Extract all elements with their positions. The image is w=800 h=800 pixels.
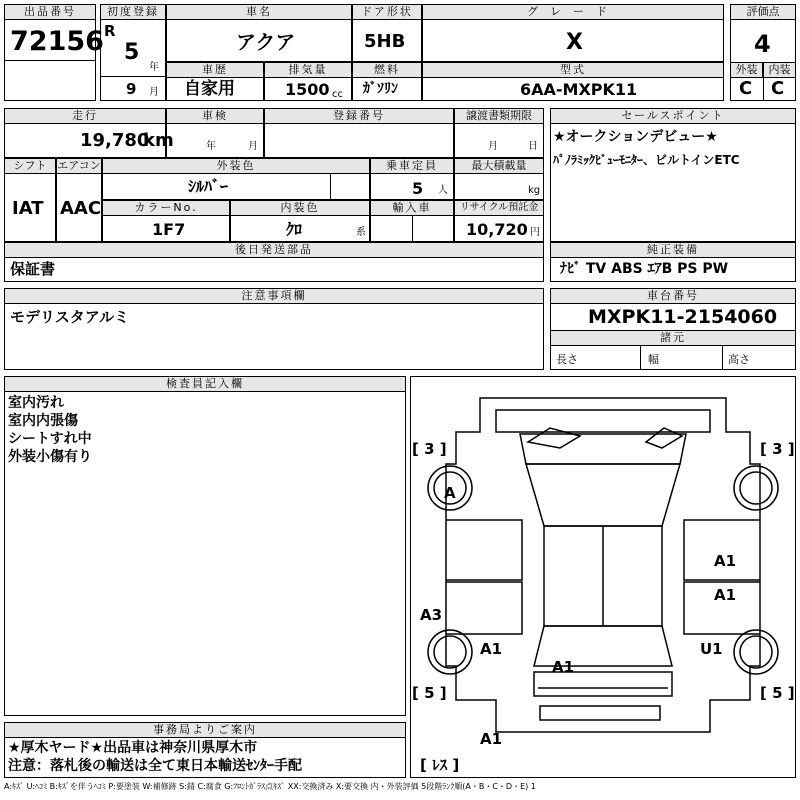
- mileage-unit: km: [143, 130, 174, 151]
- maxload-header: 最大積載量: [454, 158, 544, 174]
- spare-tire: [ ﾚｽ ]: [420, 756, 460, 774]
- grade: X: [566, 30, 583, 55]
- recycle-unit: 円: [530, 227, 540, 238]
- insp-year-unit: 年: [206, 141, 216, 152]
- maxload-unit: kg: [528, 185, 541, 196]
- tire-fl: [ 3 ]: [412, 440, 447, 458]
- capacity-unit: 人: [438, 185, 448, 196]
- ext-header: 外装: [730, 62, 763, 78]
- office-line-1: ★厚木ヤード★出品車は神奈川県厚木市: [8, 740, 258, 756]
- displacement-unit: cc: [332, 89, 343, 100]
- door-header: ドア形状: [352, 4, 422, 20]
- model-header: 車名: [166, 4, 352, 20]
- transfer-day-unit: 日: [528, 141, 538, 152]
- displacement-header: 排気量: [264, 62, 352, 78]
- chassis-value: MXPK11-2154060: [588, 306, 778, 328]
- equipment-header: 純正装備: [550, 242, 796, 258]
- reg-month: 9: [126, 80, 137, 98]
- chassis-header: 車台番号: [550, 288, 796, 304]
- sales-header: セールスポイント: [550, 108, 796, 124]
- colorno-header: カラーNo.: [102, 200, 230, 216]
- spec-split-1: [640, 346, 641, 370]
- ext-grade: C: [739, 78, 753, 99]
- type-header: 型式: [422, 62, 724, 78]
- recycle: 10,720: [466, 220, 528, 239]
- legend: A:ｷｽﾞ U:ﾍｺﾐ B:ｷｽﾞを伴うﾍｺﾐ P:要塗装 W:補修跡 S:錆 C:腐食 G:ﾌﾛﾝﾄｶﾞﾗｽ点ｷｽﾞ XX:交換済み X:要交換 内・外装評価 5段階ﾗﾝｸ順(A・B・C・D・E) 1: [4, 782, 536, 791]
- spec-header: 諸元: [550, 330, 796, 346]
- tire-rl: [ 5 ]: [412, 684, 447, 702]
- spec-height: 高さ: [728, 353, 750, 366]
- office-header: 事務局よりご案内: [4, 722, 406, 738]
- mileage-header: 走行: [4, 108, 166, 124]
- notes-value: モデリスタアルミ: [10, 308, 130, 326]
- spec-width: 幅: [648, 353, 659, 366]
- int-header: 内装: [763, 62, 796, 78]
- interior: ｸﾛ: [286, 220, 303, 239]
- regno-header: 登録番号: [264, 108, 454, 124]
- parts-value: 保証書: [10, 260, 56, 278]
- type: 6AA-MXPK11: [520, 80, 638, 99]
- equipment-value: ﾅﾋﾞ TV ABS ｴｱB PS PW: [560, 261, 729, 277]
- score: 4: [754, 30, 771, 58]
- transfer-header: 譲渡書類期限: [454, 108, 544, 124]
- sales-line-2: ﾊﾟﾉﾗﾐｯｸﾋﾞｭｰﾓﾆﾀｰ、ビルトインETC: [553, 153, 740, 167]
- model: アクア: [236, 30, 296, 54]
- office-line-2: 注意：落札後の輸送は全て東日本輸送ｾﾝﾀｰ手配: [8, 758, 302, 774]
- inspector-line-3: シートすれ中: [8, 431, 92, 447]
- damage-mark: A1: [552, 658, 575, 676]
- transfer-month-unit: 月: [488, 141, 498, 152]
- colorno: 1F7: [152, 220, 186, 239]
- reg-year: 5: [124, 40, 140, 65]
- door: 5HB: [364, 31, 406, 52]
- displacement: 1500: [285, 80, 330, 99]
- color-header: 外装色: [102, 158, 370, 174]
- spec-length: 長さ: [556, 353, 578, 366]
- inspector-header: 検査員記入欄: [4, 376, 406, 392]
- score-header: 評価点: [730, 4, 796, 20]
- lot-header: 出品番号: [4, 4, 96, 20]
- sales-line-1: ★オークションデビュー★: [553, 129, 718, 145]
- interior-unit: 系: [356, 227, 366, 238]
- int-grade: C: [771, 78, 785, 99]
- inspection-header: 車検: [166, 108, 264, 124]
- reg-month-unit: 月: [149, 87, 159, 98]
- fuel: ｶﾞｿﾘﾝ: [363, 81, 398, 97]
- grade-header: グレード: [422, 4, 724, 20]
- history: 自家用: [184, 79, 235, 99]
- inspector-line-4: 外装小傷有り: [8, 449, 92, 465]
- damage-mark: A1: [714, 586, 737, 604]
- color: ｼﾙﾊﾞｰ: [188, 177, 229, 196]
- inspector-line-2: 室内内張傷: [8, 413, 78, 429]
- reg-year-unit: 年: [149, 62, 159, 73]
- damage-mark: A1: [714, 552, 737, 570]
- tire-fr: [ 3 ]: [760, 440, 795, 458]
- shift-header: シフト: [4, 158, 56, 174]
- fuel-header: 燃料: [352, 62, 422, 78]
- mileage: 19,780: [80, 130, 150, 151]
- damage-mark: A3: [420, 606, 443, 624]
- tire-rr: [ 5 ]: [760, 684, 795, 702]
- inspector-line-1: 室内汚れ: [8, 395, 64, 411]
- first-reg-header: 初度登録: [100, 4, 166, 20]
- spec-split-2: [722, 346, 723, 370]
- damage-mark: A1: [480, 730, 503, 748]
- lot-divider: [4, 60, 96, 61]
- damage-mark: A1: [480, 640, 503, 658]
- recycle-header: リサイクル預託金: [454, 200, 544, 216]
- capacity: 5: [412, 179, 424, 198]
- era: R: [104, 22, 116, 40]
- ac: AAC: [60, 198, 102, 219]
- reg-divider: [100, 76, 166, 77]
- notes-header: 注意事項欄: [4, 288, 544, 304]
- lot-number: 72156: [10, 26, 104, 57]
- import-header: 輸入車: [370, 200, 454, 216]
- grade-split: [763, 78, 764, 101]
- parts-header: 後日発送部品: [4, 242, 544, 258]
- shift: IAT: [12, 198, 44, 219]
- insp-month-unit: 月: [248, 141, 258, 152]
- damage-mark: A: [444, 484, 456, 502]
- car-diagram: [410, 376, 796, 778]
- history-header: 車歴: [166, 62, 264, 78]
- color-split: [330, 174, 331, 200]
- capacity-header: 乗車定員: [370, 158, 454, 174]
- interior-header: 内装色: [230, 200, 370, 216]
- ac-header: エアコン: [57, 159, 101, 172]
- import-split: [412, 216, 413, 242]
- damage-mark: U1: [700, 640, 723, 658]
